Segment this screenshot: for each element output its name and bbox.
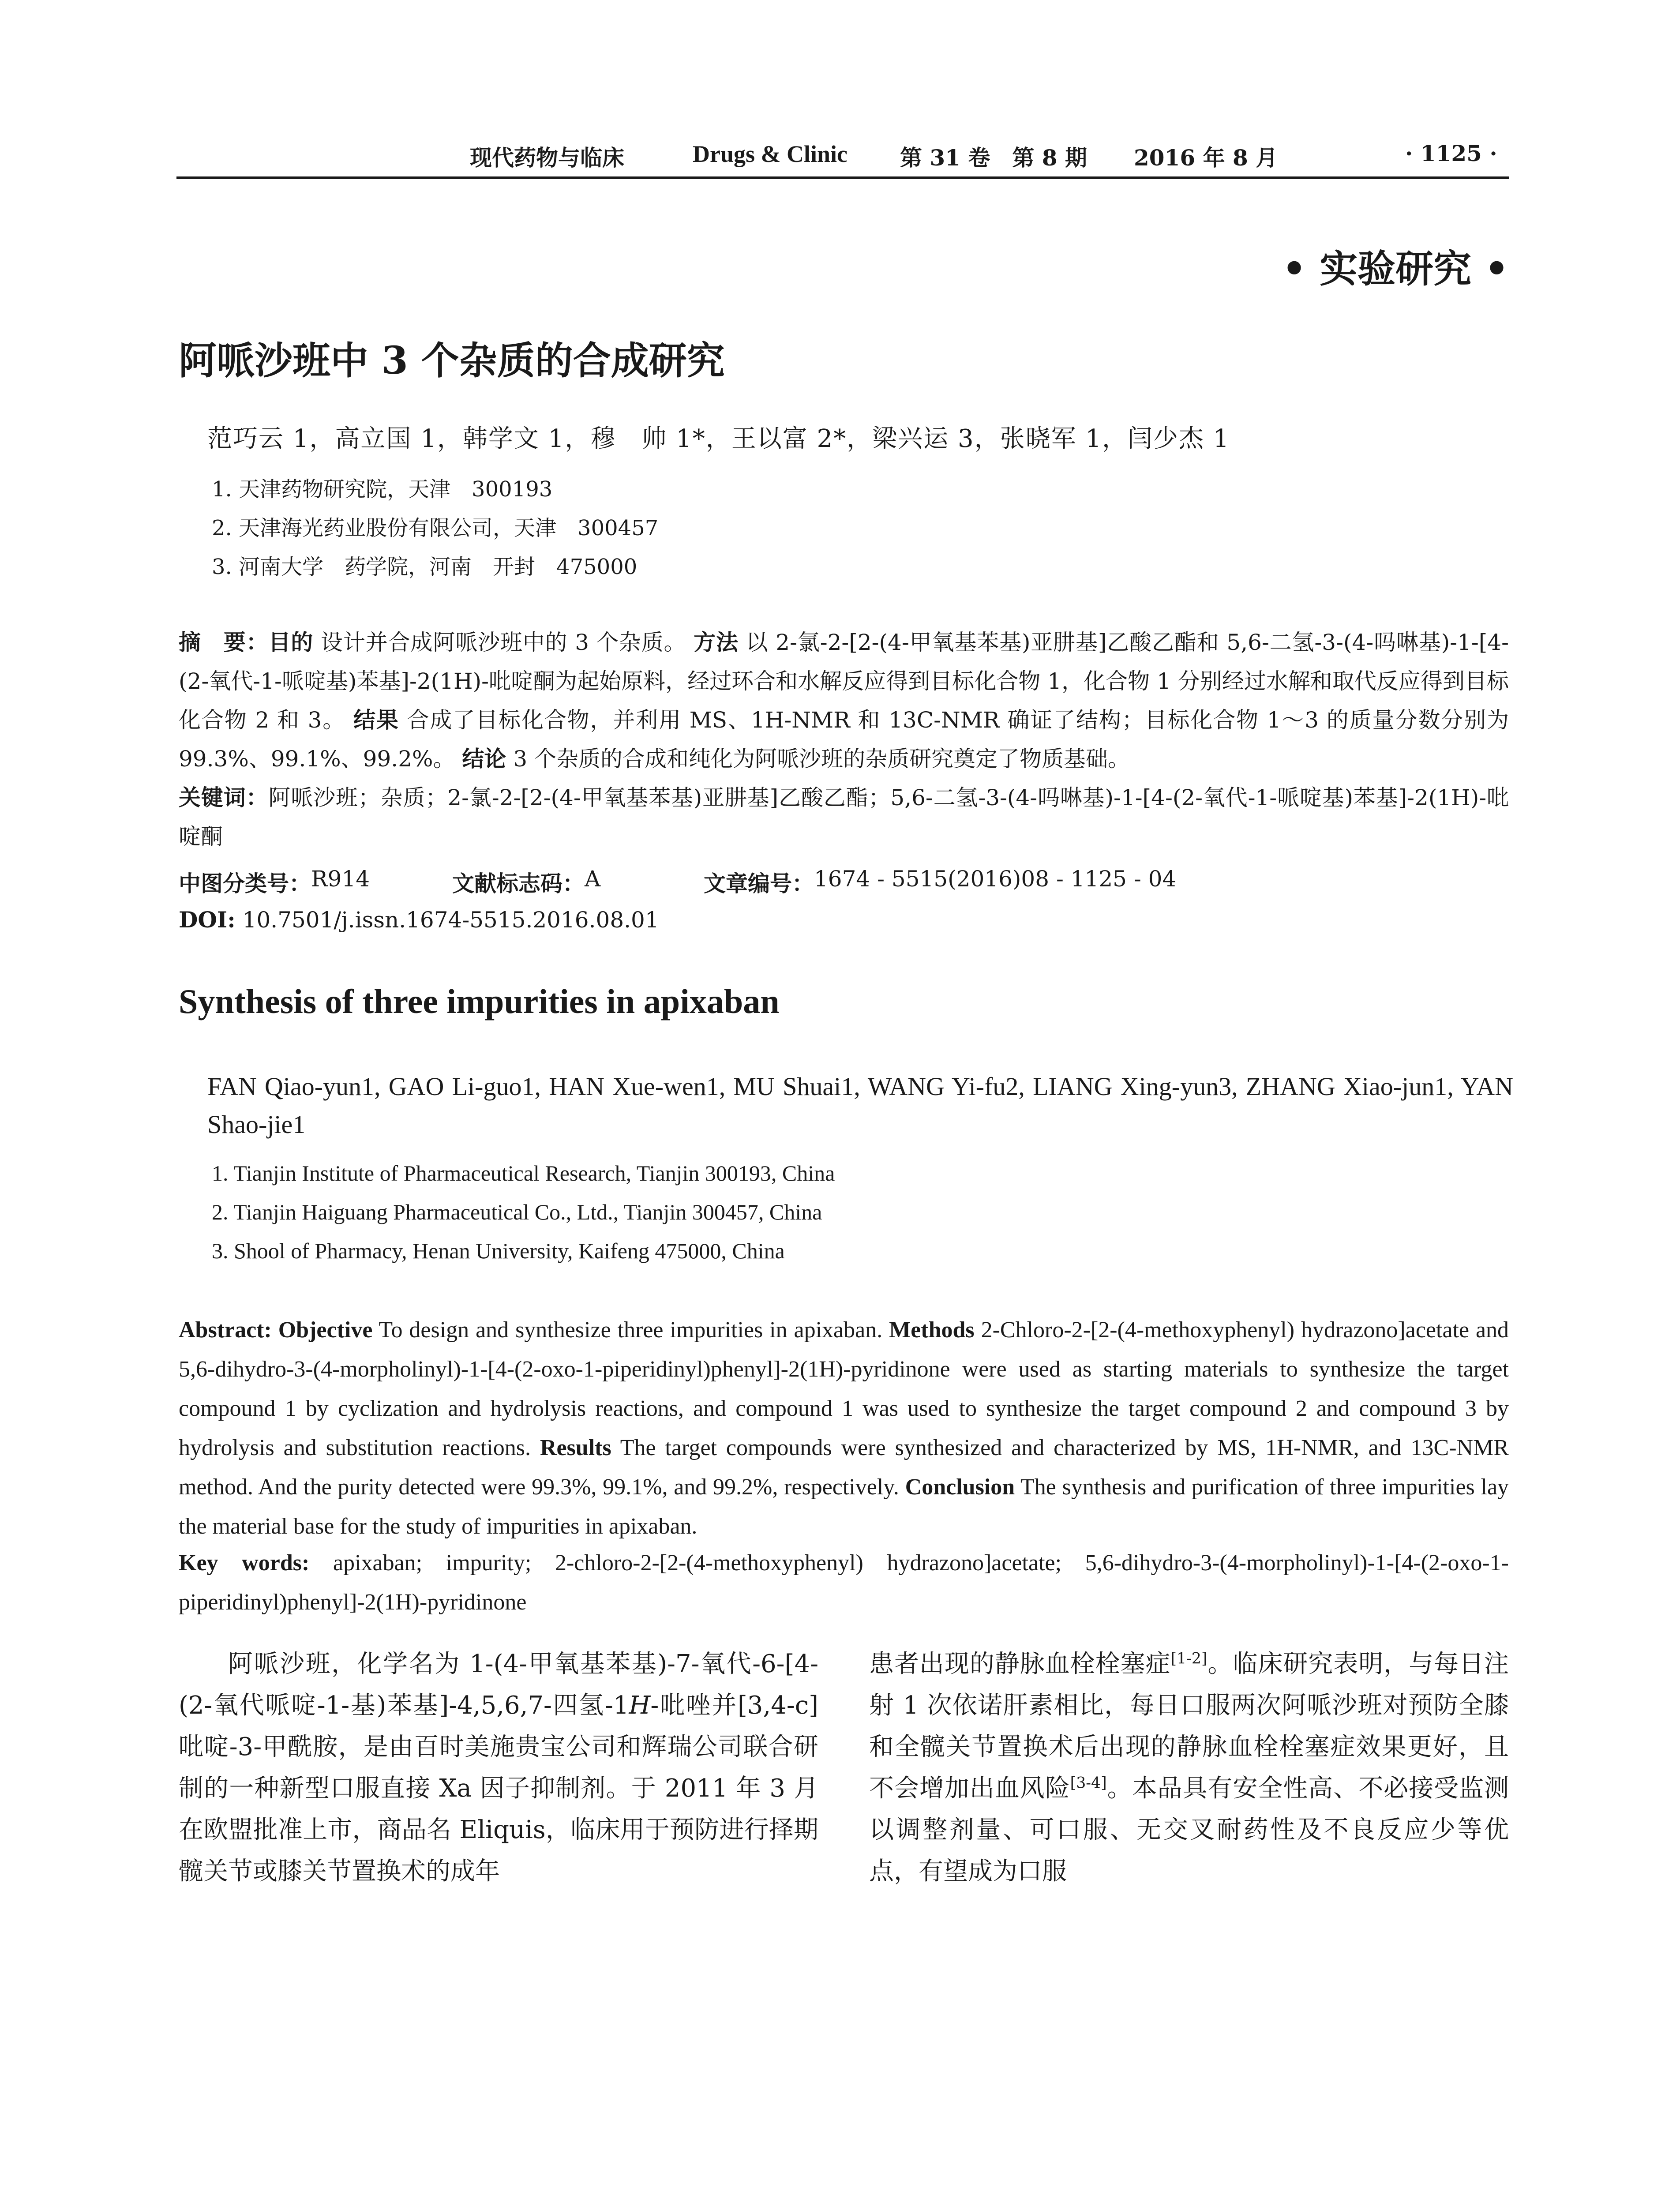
section-tag: • 实验研究 • xyxy=(1282,247,1509,291)
abstract-cn-objective-label: 目的 xyxy=(268,629,314,655)
journal-name-cn: 现代药物与临床 xyxy=(470,145,624,171)
affiliation-cn-2: 2. 天津海光药业股份有限公司，天津 300457 xyxy=(212,516,659,540)
body-left-text-2: -吡唑并[3,4-c]吡啶-3-甲酰胺，是由百时美施贵宝公司和辉瑞公司联合研制的一种新型口服直接 Xa 因子抑制剂。于 2011 年 3 月在欧盟批准上市，商品名 Eliquis，临床用于预防进行择期髋关节或膝关节置换术的成年 xyxy=(179,1691,818,1886)
doi-line xyxy=(179,907,659,933)
abstract-cn-label: 摘 要： xyxy=(179,629,269,655)
doi-value: 10.7501/j.issn.1674-5515.2016.08.01 xyxy=(242,907,659,933)
clc-value: R914 xyxy=(311,866,370,892)
keywords-cn-label: 关键词： xyxy=(179,784,269,810)
body-column-left: 阿哌沙班，化学名为 1-(4-甲氧基苯基)-7-氧代-6-[4-(2-氧代哌啶-1-基)苯基]-4,5,6,7-四氢-1H-吡唑并[3,4-c]吡啶-3-甲酰胺，是由百时美施贵宝公司和辉瑞公司联合研制的一种新型口服直接 Xa 因子抑制剂。于 2011 年 3 月在欧盟批准上市，商品名 Eliquis，临床用于预防进行择期髋关节或膝关节置换术的成年 xyxy=(179,1650,818,1886)
keywords-en-label: Key words: xyxy=(179,1550,310,1576)
abstract-cn-conclusion: 3 个杂质的合成和纯化为阿哌沙班的杂质研究奠定了物质基础。 xyxy=(513,746,1130,772)
abstract-cn-methods-label: 方法 xyxy=(694,629,739,655)
issue-date: 2016 年 8 月 xyxy=(1134,145,1278,171)
abstract-en-conclusion-label: Conclusion xyxy=(905,1474,1015,1500)
authors-cn: 范巧云 1，高立国 1，韩学文 1，穆 帅 1*，王以富 2*，梁兴运 3，张晓军 1，闫少杰 1 xyxy=(207,424,1230,453)
abstract-en-objective: To design and synthesize three impurities in apixaban. xyxy=(379,1317,883,1343)
affiliation-cn-3: 3. 河南大学 药学院，河南 开封 475000 xyxy=(212,555,638,579)
body-column-right xyxy=(869,1643,1509,1892)
title-en: Synthesis of three impurities in apixaban xyxy=(179,982,780,1020)
citation-1-2: [1-2] xyxy=(1170,1650,1208,1668)
affiliation-en-3: 3. Shool of Pharmacy, Henan University, Kaifeng 475000, China xyxy=(212,1238,785,1263)
body-right-text-1: 患者出现的静脉血栓栓塞症 xyxy=(869,1650,1171,1678)
volume-issue: 第 31 卷 第 8 期 xyxy=(900,145,1087,171)
abstract-en-conclusion: The synthesis and purification of three impurities lay the material base for the study of impurities in apixaban. xyxy=(179,1474,1509,1539)
abstract-en-methods: 2-Chloro-2-[2-(4-methoxyphenyl) hydrazono]acetate and 5,6-dihydro-3-(4-morpholinyl)-1-[4-(2-oxo-1-piperidinyl)phenyl]-2(1H)-pyridinone were used as starting materials to synthesize the target compound 1 by cyclization and hydrolysis reactions, and compound 1 was used to synthesize the target compound 2 and compound 3 by hydrolysis and substitution reactions. xyxy=(179,1317,1509,1460)
abstract-cn-conclusion-label: 结论 xyxy=(462,746,506,772)
article-no-label: 文章编号： xyxy=(704,870,814,897)
abstract-en-label: Abstract: xyxy=(179,1317,272,1343)
abstract-en xyxy=(179,1310,1509,1546)
keywords-en-text: apixaban; impurity; 2-chloro-2-[2-(4-methoxyphenyl) hydrazono]acetate; 5,6-dihydro-3-(4-morpholinyl)-1-[4-(2-oxo-1-piperidinyl)phenyl]-2(1H)-pyridinone xyxy=(179,1550,1509,1615)
journal-name-en: Drugs & Clinic xyxy=(693,141,848,167)
abstract-cn-objective: 设计并合成阿哌沙班中的 3 个杂质。 xyxy=(321,630,686,655)
page-number: · 1125 · xyxy=(1405,140,1497,166)
clc-label: 中图分类号： xyxy=(179,870,311,897)
abstract-en-results: The target compounds were synthesized and characterized by MS, 1H-NMR, and 13C-NMR method. And the purity detected were 99.3%, 99.1%, and 99.2%, respectively. xyxy=(179,1435,1509,1500)
body-left-text-1: 阿哌沙班，化学名为 1-(4-甲氧基苯基)-7-氧代-6-[4-(2-氧代哌啶-1-基)苯基]-4,5,6,7-四氢-1 xyxy=(179,1650,818,1720)
keywords-en xyxy=(179,1543,1509,1622)
header-rule xyxy=(176,176,1509,179)
authors-en: FAN Qiao-yun1, GAO Li-guo1, HAN Xue-wen1, MU Shuai1, WANG Yi-fu2, LIANG Xing-yun3, ZHANG Xiao-jun1, YAN Shao-jie1 xyxy=(207,1072,1513,1139)
citation-3-4: [3-4] xyxy=(1070,1774,1107,1792)
body-right-text-2: 。临床研究表明，与每日注射 1 次依诺肝素相比，每日口服两次阿哌沙班对预防全膝和全髋关节置换术后出现的静脉血栓栓塞症效果更好，且不会增加出血风险 xyxy=(869,1650,1509,1803)
abstract-en-results-label: Results xyxy=(540,1435,611,1460)
title-cn: 阿哌沙班中 3 个杂质的合成研究 xyxy=(179,338,725,383)
affiliation-cn-1: 1. 天津药物研究院，天津 300193 xyxy=(212,477,553,502)
abstract-cn-results: 合成了目标化合物，并利用 MS、1H-NMR 和 13C-NMR 确证了结构；目标化合物 1～3 的质量分数分别为 99.3%、99.1%、99.2%。 xyxy=(179,707,1509,772)
doc-code-value: A xyxy=(585,866,601,892)
article-no-value: 1674 - 5515(2016)08 - 1125 - 04 xyxy=(814,866,1177,892)
abstract-cn xyxy=(179,623,1509,778)
abstract-cn-methods: 以 2-氯-2-[2-(4-甲氧基苯基)亚肼基]乙酸乙酯和 5,6-二氢-3-(4-吗啉基)-1-[4-(2-氧代-1-哌啶基)苯基]-2(1H)-吡啶酮为起始原料，经过环合和水解反应得到目标化合物 1，化合物 1 分别经过水解和取代反应得到目标化合物 2 和 3。 xyxy=(179,630,1509,733)
doc-code-label: 文献标志码： xyxy=(452,870,585,897)
abstract-en-methods-label: Methods xyxy=(889,1317,975,1343)
abstract-cn-results-label: 结果 xyxy=(353,707,399,733)
doi-label: DOI: xyxy=(179,907,236,933)
abstract-en-objective-label: Objective xyxy=(278,1317,373,1343)
body-right-text-3: 。本品具有安全性高、不必接受监测以调整剂量、可口服、无交叉耐药性及不良反应少等优点，有望成为口服 xyxy=(869,1774,1509,1886)
keywords-cn xyxy=(179,778,1509,856)
keywords-cn-text: 阿哌沙班；杂质；2-氯-2-[2-(4-甲氧基苯基)亚肼基]乙酸乙酯；5,6-二氢-3-(4-吗啉基)-1-[4-(2-氧代-1-哌啶基)苯基]-2(1H)-吡啶酮 xyxy=(179,785,1509,849)
affiliation-en-2: 2. Tianjin Haiguang Pharmaceutical Co., Ltd., Tianjin 300457, China xyxy=(212,1200,822,1224)
affiliation-en-1: 1. Tianjin Institute of Pharmaceutical Research, Tianjin 300193, China xyxy=(212,1161,835,1186)
running-header xyxy=(176,140,1509,171)
